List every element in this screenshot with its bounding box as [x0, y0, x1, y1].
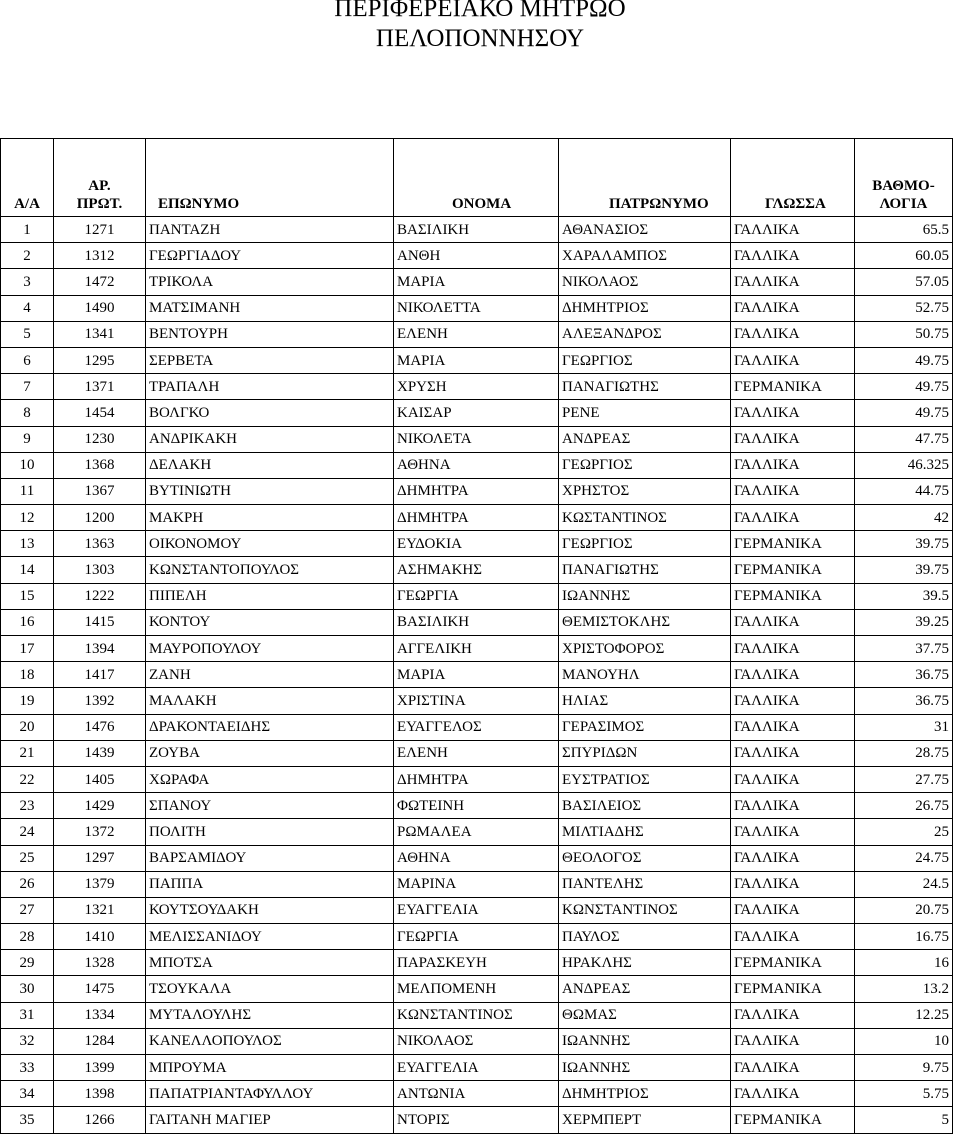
- registry-table-body: [1, 217, 953, 1134]
- cell-ar-protokollou: 1284: [54, 1028, 146, 1054]
- table-row: [1, 1002, 953, 1028]
- cell-glossa: ΓΑΛΛΙΚΑ: [731, 1055, 855, 1081]
- cell-ar-protokollou: 1439: [54, 740, 146, 766]
- cell-vathmologia: 39.25: [855, 609, 953, 635]
- table-row: [1, 871, 953, 897]
- cell-eponymo: ΟΙΚΟΝΟΜΟΥ: [146, 531, 394, 557]
- cell-ar-protokollou: 1379: [54, 871, 146, 897]
- cell-ar-protokollou: 1363: [54, 531, 146, 557]
- cell-patronymo: ΑΛΕΞΑΝΔΡΟΣ: [559, 321, 731, 347]
- cell-ar-protokollou: 1410: [54, 924, 146, 950]
- cell-ar-protokollou: 1454: [54, 400, 146, 426]
- cell-onoma: ΔΗΜΗΤΡΑ: [394, 505, 559, 531]
- table-row: [1, 740, 953, 766]
- column-header-ar-protokollou: [54, 139, 146, 217]
- cell-aa: 35: [1, 1107, 54, 1133]
- cell-vathmologia: 5: [855, 1107, 953, 1133]
- table-row: [1, 269, 953, 295]
- cell-ar-protokollou: 1372: [54, 819, 146, 845]
- column-header-ar-line1: ΑΡ.: [88, 178, 111, 194]
- cell-patronymo: ΧΕΡΜΠΕΡΤ: [559, 1107, 731, 1133]
- cell-ar-protokollou: 1271: [54, 217, 146, 243]
- cell-aa: 26: [1, 871, 54, 897]
- cell-vathmologia: 16: [855, 950, 953, 976]
- cell-onoma: ΝΙΚΟΛΕΤΤΑ: [394, 295, 559, 321]
- table-row: [1, 714, 953, 740]
- cell-vathmologia: 39.5: [855, 583, 953, 609]
- cell-vathmologia: 16.75: [855, 924, 953, 950]
- table-row: [1, 217, 953, 243]
- cell-glossa: ΓΑΛΛΙΚΑ: [731, 662, 855, 688]
- cell-eponymo: ΚΑΝΕΛΛΟΠΟΥΛΟΣ: [146, 1028, 394, 1054]
- cell-ar-protokollou: 1405: [54, 766, 146, 792]
- cell-eponymo: ΤΡΙΚΟΛΑ: [146, 269, 394, 295]
- cell-patronymo: ΓΕΩΡΓΙΟΣ: [559, 531, 731, 557]
- cell-eponymo: ΜΕΛΙΣΣΑΝΙΔΟΥ: [146, 924, 394, 950]
- cell-onoma: ΕΛΕΝΗ: [394, 740, 559, 766]
- cell-eponymo: ΑΝΔΡΙΚΑΚΗ: [146, 426, 394, 452]
- cell-eponymo: ΤΡΑΠΑΛΗ: [146, 374, 394, 400]
- table-row: [1, 1081, 953, 1107]
- cell-patronymo: ΔΗΜΗΤΡΙΟΣ: [559, 295, 731, 321]
- cell-ar-protokollou: 1341: [54, 321, 146, 347]
- cell-vathmologia: 52.75: [855, 295, 953, 321]
- cell-onoma: ΓΕΩΡΓΙΑ: [394, 924, 559, 950]
- cell-eponymo: ΠΑΠΠΑ: [146, 871, 394, 897]
- cell-patronymo: ΚΩΣΤΑΝΤΙΝΟΣ: [559, 505, 731, 531]
- cell-glossa: ΓΑΛΛΙΚΑ: [731, 871, 855, 897]
- cell-patronymo: ΑΘΑΝΑΣΙΟΣ: [559, 217, 731, 243]
- cell-vathmologia: 31: [855, 714, 953, 740]
- table-row: [1, 924, 953, 950]
- cell-aa: 9: [1, 426, 54, 452]
- cell-eponymo: ΒΑΡΣΑΜΙΔΟΥ: [146, 845, 394, 871]
- cell-ar-protokollou: 1371: [54, 374, 146, 400]
- cell-vathmologia: 26.75: [855, 793, 953, 819]
- cell-onoma: ΝΙΚΟΛΑΟΣ: [394, 1028, 559, 1054]
- cell-vathmologia: 36.75: [855, 662, 953, 688]
- cell-vathmologia: 25: [855, 819, 953, 845]
- cell-patronymo: ΣΠΥΡΙΔΩΝ: [559, 740, 731, 766]
- cell-ar-protokollou: 1334: [54, 1002, 146, 1028]
- cell-aa: 29: [1, 950, 54, 976]
- cell-ar-protokollou: 1394: [54, 636, 146, 662]
- cell-onoma: ΝΙΚΟΛΕΤΑ: [394, 426, 559, 452]
- cell-aa: 10: [1, 452, 54, 478]
- cell-ar-protokollou: 1303: [54, 557, 146, 583]
- cell-ar-protokollou: 1312: [54, 243, 146, 269]
- cell-onoma: ΜΑΡΙΑ: [394, 269, 559, 295]
- cell-onoma: ΧΡΙΣΤΙΝΑ: [394, 688, 559, 714]
- cell-ar-protokollou: 1295: [54, 347, 146, 373]
- cell-eponymo: ΣΕΡΒΕΤΑ: [146, 347, 394, 373]
- cell-vathmologia: 49.75: [855, 347, 953, 373]
- cell-patronymo: ΒΑΣΙΛΕΙΟΣ: [559, 793, 731, 819]
- cell-ar-protokollou: 1398: [54, 1081, 146, 1107]
- column-header-glossa: ΓΛΩΣΣΑ: [731, 139, 855, 217]
- table-row: [1, 557, 953, 583]
- cell-aa: 16: [1, 609, 54, 635]
- cell-eponymo: ΠΟΛΙΤΗ: [146, 819, 394, 845]
- cell-glossa: ΓΑΛΛΙΚΑ: [731, 845, 855, 871]
- cell-aa: 32: [1, 1028, 54, 1054]
- cell-patronymo: ΜΙΛΤΙΑΔΗΣ: [559, 819, 731, 845]
- table-row: [1, 976, 953, 1002]
- table-row: [1, 688, 953, 714]
- cell-glossa: ΓΑΛΛΙΚΑ: [731, 740, 855, 766]
- cell-aa: 24: [1, 819, 54, 845]
- cell-aa: 15: [1, 583, 54, 609]
- column-header-vathmologia-line1: ΒΑΘΜΟ-: [872, 178, 935, 194]
- table-row: [1, 897, 953, 923]
- table-row: [1, 347, 953, 373]
- cell-eponymo: ΧΩΡΑΦΑ: [146, 766, 394, 792]
- cell-vathmologia: 47.75: [855, 426, 953, 452]
- cell-eponymo: ΒΥΤΙΝΙΩΤΗ: [146, 478, 394, 504]
- cell-onoma: ΕΥΑΓΓΕΛΟΣ: [394, 714, 559, 740]
- table-row: [1, 1107, 953, 1133]
- cell-aa: 12: [1, 505, 54, 531]
- cell-glossa: ΓΑΛΛΙΚΑ: [731, 243, 855, 269]
- cell-patronymo: ΗΛΙΑΣ: [559, 688, 731, 714]
- cell-vathmologia: 65.5: [855, 217, 953, 243]
- cell-eponymo: ΠΑΝΤΑΖΗ: [146, 217, 394, 243]
- cell-patronymo: ΧΡΗΣΤΟΣ: [559, 478, 731, 504]
- cell-onoma: ΜΑΡΙΑ: [394, 662, 559, 688]
- cell-vathmologia: 24.75: [855, 845, 953, 871]
- cell-onoma: ΑΘΗΝΑ: [394, 452, 559, 478]
- cell-glossa: ΓΑΛΛΙΚΑ: [731, 1028, 855, 1054]
- cell-aa: 13: [1, 531, 54, 557]
- cell-vathmologia: 36.75: [855, 688, 953, 714]
- cell-glossa: ΓΑΛΛΙΚΑ: [731, 478, 855, 504]
- cell-ar-protokollou: 1200: [54, 505, 146, 531]
- cell-onoma: ΕΥΔΟΚΙΑ: [394, 531, 559, 557]
- cell-eponymo: ΜΑΥΡΟΠΟΥΛΟΥ: [146, 636, 394, 662]
- cell-aa: 4: [1, 295, 54, 321]
- cell-vathmologia: 13.2: [855, 976, 953, 1002]
- cell-ar-protokollou: 1222: [54, 583, 146, 609]
- cell-eponymo: ΣΠΑΝΟΥ: [146, 793, 394, 819]
- cell-glossa: ΓΑΛΛΙΚΑ: [731, 347, 855, 373]
- cell-vathmologia: 57.05: [855, 269, 953, 295]
- cell-patronymo: ΧΑΡΑΛΑΜΠΟΣ: [559, 243, 731, 269]
- column-header-vathmologia-line2: ΛΟΓΙΑ: [879, 196, 928, 212]
- cell-aa: 18: [1, 662, 54, 688]
- cell-glossa: ΓΑΛΛΙΚΑ: [731, 452, 855, 478]
- table-row: [1, 609, 953, 635]
- cell-glossa: ΓΑΛΛΙΚΑ: [731, 897, 855, 923]
- cell-glossa: ΓΑΛΛΙΚΑ: [731, 819, 855, 845]
- cell-patronymo: ΘΩΜΑΣ: [559, 1002, 731, 1028]
- cell-ar-protokollou: 1392: [54, 688, 146, 714]
- cell-onoma: ΓΕΩΡΓΙΑ: [394, 583, 559, 609]
- cell-eponymo: ΚΟΝΤΟΥ: [146, 609, 394, 635]
- table-row: [1, 583, 953, 609]
- cell-glossa: ΓΑΛΛΙΚΑ: [731, 924, 855, 950]
- cell-eponymo: ΜΑΚΡΗ: [146, 505, 394, 531]
- cell-patronymo: ΠΑΝΤΕΛΗΣ: [559, 871, 731, 897]
- cell-eponymo: ΠΑΠΑΤΡΙΑΝΤΑΦΥΛΛΟΥ: [146, 1081, 394, 1107]
- cell-onoma: ΡΩΜΑΛΕΑ: [394, 819, 559, 845]
- cell-ar-protokollou: 1417: [54, 662, 146, 688]
- cell-eponymo: ΓΕΩΡΓΙΑΔΟΥ: [146, 243, 394, 269]
- table-row: [1, 505, 953, 531]
- cell-aa: 8: [1, 400, 54, 426]
- table-row: [1, 793, 953, 819]
- cell-eponymo: ΖΟΥΒΑ: [146, 740, 394, 766]
- table-row: [1, 766, 953, 792]
- table-row: [1, 478, 953, 504]
- cell-ar-protokollou: 1328: [54, 950, 146, 976]
- cell-onoma: ΔΗΜΗΤΡΑ: [394, 478, 559, 504]
- cell-eponymo: ΜΑΛΑΚΗ: [146, 688, 394, 714]
- cell-glossa: ΓΑΛΛΙΚΑ: [731, 766, 855, 792]
- cell-glossa: ΓΑΛΛΙΚΑ: [731, 321, 855, 347]
- table-row: [1, 400, 953, 426]
- cell-patronymo: ΘΕΟΛΟΓΟΣ: [559, 845, 731, 871]
- cell-ar-protokollou: 1266: [54, 1107, 146, 1133]
- cell-eponymo: ΜΠΟΤΣΑ: [146, 950, 394, 976]
- cell-vathmologia: 39.75: [855, 557, 953, 583]
- cell-onoma: ΧΡΥΣΗ: [394, 374, 559, 400]
- table-row: [1, 452, 953, 478]
- column-header-onoma: ΟΝΟΜΑ: [394, 139, 559, 217]
- cell-vathmologia: 5.75: [855, 1081, 953, 1107]
- cell-patronymo: ΙΩΑΝΝΗΣ: [559, 583, 731, 609]
- cell-aa: 7: [1, 374, 54, 400]
- cell-eponymo: ΚΩΝΣΤΑΝΤΟΠΟΥΛΟΣ: [146, 557, 394, 583]
- cell-aa: 34: [1, 1081, 54, 1107]
- cell-patronymo: ΗΡΑΚΛΗΣ: [559, 950, 731, 976]
- cell-eponymo: ΒΕΝΤΟΥΡΗ: [146, 321, 394, 347]
- cell-patronymo: ΠΑΝΑΓΙΩΤΗΣ: [559, 557, 731, 583]
- cell-aa: 25: [1, 845, 54, 871]
- cell-patronymo: ΚΩΝΣΤΑΝΤΙΝΟΣ: [559, 897, 731, 923]
- cell-onoma: ΜΑΡΙΑ: [394, 347, 559, 373]
- cell-onoma: ΚΑΙΣΑΡ: [394, 400, 559, 426]
- cell-aa: 19: [1, 688, 54, 714]
- cell-vathmologia: 49.75: [855, 374, 953, 400]
- cell-aa: 21: [1, 740, 54, 766]
- table-row: [1, 662, 953, 688]
- table-row: [1, 819, 953, 845]
- cell-patronymo: ΝΙΚΟΛΑΟΣ: [559, 269, 731, 295]
- cell-ar-protokollou: 1472: [54, 269, 146, 295]
- cell-ar-protokollou: 1368: [54, 452, 146, 478]
- cell-vathmologia: 24.5: [855, 871, 953, 897]
- cell-vathmologia: 39.75: [855, 531, 953, 557]
- cell-patronymo: ΔΗΜΗΤΡΙΟΣ: [559, 1081, 731, 1107]
- table-row: [1, 426, 953, 452]
- column-header-eponymo: ΕΠΩΝΥΜΟ: [146, 139, 394, 217]
- cell-vathmologia: 49.75: [855, 400, 953, 426]
- cell-glossa: ΓΑΛΛΙΚΑ: [731, 1081, 855, 1107]
- cell-eponymo: ΤΣΟΥΚΑΛΑ: [146, 976, 394, 1002]
- cell-onoma: ΑΓΓΕΛΙΚΗ: [394, 636, 559, 662]
- column-header-aa: Α/Α: [1, 139, 54, 217]
- cell-glossa: ΓΑΛΛΙΚΑ: [731, 217, 855, 243]
- cell-onoma: ΒΑΣΙΛΙΚΗ: [394, 217, 559, 243]
- cell-vathmologia: 12.25: [855, 1002, 953, 1028]
- cell-glossa: ΓΕΡΜΑΝΙΚΑ: [731, 583, 855, 609]
- table-row: [1, 295, 953, 321]
- cell-eponymo: ΖΑΝΗ: [146, 662, 394, 688]
- cell-onoma: ΚΩΝΣΤΑΝΤΙΝΟΣ: [394, 1002, 559, 1028]
- cell-eponymo: ΜΥΤΑΛΟΥΛΗΣ: [146, 1002, 394, 1028]
- title-line-1: ΠΕΡΙΦΕΡΕΙΑΚΟ ΜΗΤΡΩΟ: [334, 0, 626, 22]
- cell-eponymo: ΒΟΛΓΚΟ: [146, 400, 394, 426]
- cell-ar-protokollou: 1297: [54, 845, 146, 871]
- cell-glossa: ΓΕΡΜΑΝΙΚΑ: [731, 976, 855, 1002]
- cell-vathmologia: 10: [855, 1028, 953, 1054]
- cell-ar-protokollou: 1230: [54, 426, 146, 452]
- cell-ar-protokollou: 1367: [54, 478, 146, 504]
- cell-glossa: ΓΕΡΜΑΝΙΚΑ: [731, 557, 855, 583]
- cell-onoma: ΝΤΟΡΙΣ: [394, 1107, 559, 1133]
- cell-onoma: ΕΥΑΓΓΕΛΙΑ: [394, 897, 559, 923]
- cell-aa: 2: [1, 243, 54, 269]
- cell-glossa: ΓΕΡΜΑΝΙΚΑ: [731, 1107, 855, 1133]
- cell-onoma: ΑΝΘΗ: [394, 243, 559, 269]
- cell-onoma: ΦΩΤΕΙΝΗ: [394, 793, 559, 819]
- cell-glossa: ΓΑΛΛΙΚΑ: [731, 714, 855, 740]
- cell-aa: 20: [1, 714, 54, 740]
- cell-onoma: ΒΑΣΙΛΙΚΗ: [394, 609, 559, 635]
- cell-patronymo: ΠΑΥΛΟΣ: [559, 924, 731, 950]
- cell-ar-protokollou: 1475: [54, 976, 146, 1002]
- cell-patronymo: ΡΕΝΕ: [559, 400, 731, 426]
- table-row: [1, 243, 953, 269]
- cell-onoma: ΕΥΑΓΓΕΛΙΑ: [394, 1055, 559, 1081]
- cell-aa: 6: [1, 347, 54, 373]
- cell-glossa: ΓΑΛΛΙΚΑ: [731, 793, 855, 819]
- cell-aa: 28: [1, 924, 54, 950]
- cell-ar-protokollou: 1321: [54, 897, 146, 923]
- cell-vathmologia: 50.75: [855, 321, 953, 347]
- cell-aa: 31: [1, 1002, 54, 1028]
- cell-vathmologia: 46.325: [855, 452, 953, 478]
- cell-aa: 23: [1, 793, 54, 819]
- cell-onoma: ΑΝΤΩΝΙΑ: [394, 1081, 559, 1107]
- column-header-patronymo: ΠΑΤΡΩΝΥΜΟ: [559, 139, 731, 217]
- table-row: [1, 950, 953, 976]
- cell-glossa: ΓΑΛΛΙΚΑ: [731, 295, 855, 321]
- cell-onoma: ΠΑΡΑΣΚΕΥΗ: [394, 950, 559, 976]
- cell-patronymo: ΑΝΔΡΕΑΣ: [559, 426, 731, 452]
- cell-glossa: ΓΕΡΜΑΝΙΚΑ: [731, 374, 855, 400]
- cell-eponymo: ΠΙΠΕΛΗ: [146, 583, 394, 609]
- table-row: [1, 845, 953, 871]
- table-row: [1, 1055, 953, 1081]
- cell-aa: 30: [1, 976, 54, 1002]
- cell-patronymo: ΓΕΡΑΣΙΜΟΣ: [559, 714, 731, 740]
- cell-eponymo: ΓΑΙΤΑΝΗ ΜΑΓΙΕΡ: [146, 1107, 394, 1133]
- cell-aa: 1: [1, 217, 54, 243]
- cell-glossa: ΓΑΛΛΙΚΑ: [731, 688, 855, 714]
- cell-onoma: ΜΕΛΠΟΜΕΝΗ: [394, 976, 559, 1002]
- cell-aa: 27: [1, 897, 54, 923]
- cell-onoma: ΑΘΗΝΑ: [394, 845, 559, 871]
- cell-eponymo: ΜΑΤΣΙΜΑΝΗ: [146, 295, 394, 321]
- cell-eponymo: ΚΟΥΤΣΟΥΔΑΚΗ: [146, 897, 394, 923]
- cell-vathmologia: 60.05: [855, 243, 953, 269]
- cell-patronymo: ΕΥΣΤΡΑΤΙΟΣ: [559, 766, 731, 792]
- cell-vathmologia: 42: [855, 505, 953, 531]
- cell-aa: 33: [1, 1055, 54, 1081]
- table-header-row: [1, 139, 953, 217]
- cell-onoma: ΔΗΜΗΤΡΑ: [394, 766, 559, 792]
- cell-patronymo: ΧΡΙΣΤΟΦΟΡΟΣ: [559, 636, 731, 662]
- table-row: [1, 531, 953, 557]
- cell-ar-protokollou: 1490: [54, 295, 146, 321]
- cell-ar-protokollou: 1399: [54, 1055, 146, 1081]
- cell-patronymo: ΙΩΑΝΝΗΣ: [559, 1055, 731, 1081]
- cell-patronymo: ΘΕΜΙΣΤΟΚΛΗΣ: [559, 609, 731, 635]
- cell-eponymo: ΔΕΛΑΚΗ: [146, 452, 394, 478]
- table-row: [1, 321, 953, 347]
- cell-patronymo: ΓΕΩΡΓΙΟΣ: [559, 452, 731, 478]
- title-line-2: ΠΕΛΟΠΟΝΝΗΣΟΥ: [375, 25, 585, 52]
- cell-onoma: ΜΑΡΙΝΑ: [394, 871, 559, 897]
- cell-glossa: ΓΕΡΜΑΝΙΚΑ: [731, 531, 855, 557]
- cell-aa: 11: [1, 478, 54, 504]
- column-header-vathmologia: [855, 139, 953, 217]
- cell-aa: 14: [1, 557, 54, 583]
- cell-patronymo: ΜΑΝΟΥΗΛ: [559, 662, 731, 688]
- table-row: [1, 636, 953, 662]
- cell-ar-protokollou: 1476: [54, 714, 146, 740]
- cell-patronymo: ΓΕΩΡΓΙΟΣ: [559, 347, 731, 373]
- cell-glossa: ΓΑΛΛΙΚΑ: [731, 505, 855, 531]
- cell-onoma: ΕΛΕΝΗ: [394, 321, 559, 347]
- cell-eponymo: ΜΠΡΟΥΜΑ: [146, 1055, 394, 1081]
- cell-glossa: ΓΑΛΛΙΚΑ: [731, 269, 855, 295]
- cell-glossa: ΓΑΛΛΙΚΑ: [731, 609, 855, 635]
- cell-glossa: ΓΑΛΛΙΚΑ: [731, 426, 855, 452]
- cell-vathmologia: 28.75: [855, 740, 953, 766]
- cell-patronymo: ΙΩΑΝΝΗΣ: [559, 1028, 731, 1054]
- table-row: [1, 1028, 953, 1054]
- cell-patronymo: ΠΑΝΑΓΙΩΤΗΣ: [559, 374, 731, 400]
- cell-eponymo: ΔΡΑΚΟΝΤΑΕΙΔΗΣ: [146, 714, 394, 740]
- table-row: [1, 374, 953, 400]
- cell-patronymo: ΑΝΔΡΕΑΣ: [559, 976, 731, 1002]
- column-header-ar-line2: ΠΡΩΤ.: [76, 196, 123, 212]
- page-title: [0, 0, 960, 54]
- cell-vathmologia: 44.75: [855, 478, 953, 504]
- cell-glossa: ΓΑΛΛΙΚΑ: [731, 1002, 855, 1028]
- cell-aa: 3: [1, 269, 54, 295]
- cell-vathmologia: 27.75: [855, 766, 953, 792]
- cell-glossa: ΓΕΡΜΑΝΙΚΑ: [731, 950, 855, 976]
- cell-onoma: ΑΣΗΜΑΚΗΣ: [394, 557, 559, 583]
- cell-vathmologia: 37.75: [855, 636, 953, 662]
- cell-glossa: ΓΑΛΛΙΚΑ: [731, 400, 855, 426]
- cell-ar-protokollou: 1415: [54, 609, 146, 635]
- cell-ar-protokollou: 1429: [54, 793, 146, 819]
- cell-aa: 22: [1, 766, 54, 792]
- cell-aa: 5: [1, 321, 54, 347]
- cell-vathmologia: 9.75: [855, 1055, 953, 1081]
- registry-table: [0, 138, 953, 1134]
- cell-glossa: ΓΑΛΛΙΚΑ: [731, 636, 855, 662]
- cell-vathmologia: 20.75: [855, 897, 953, 923]
- cell-aa: 17: [1, 636, 54, 662]
